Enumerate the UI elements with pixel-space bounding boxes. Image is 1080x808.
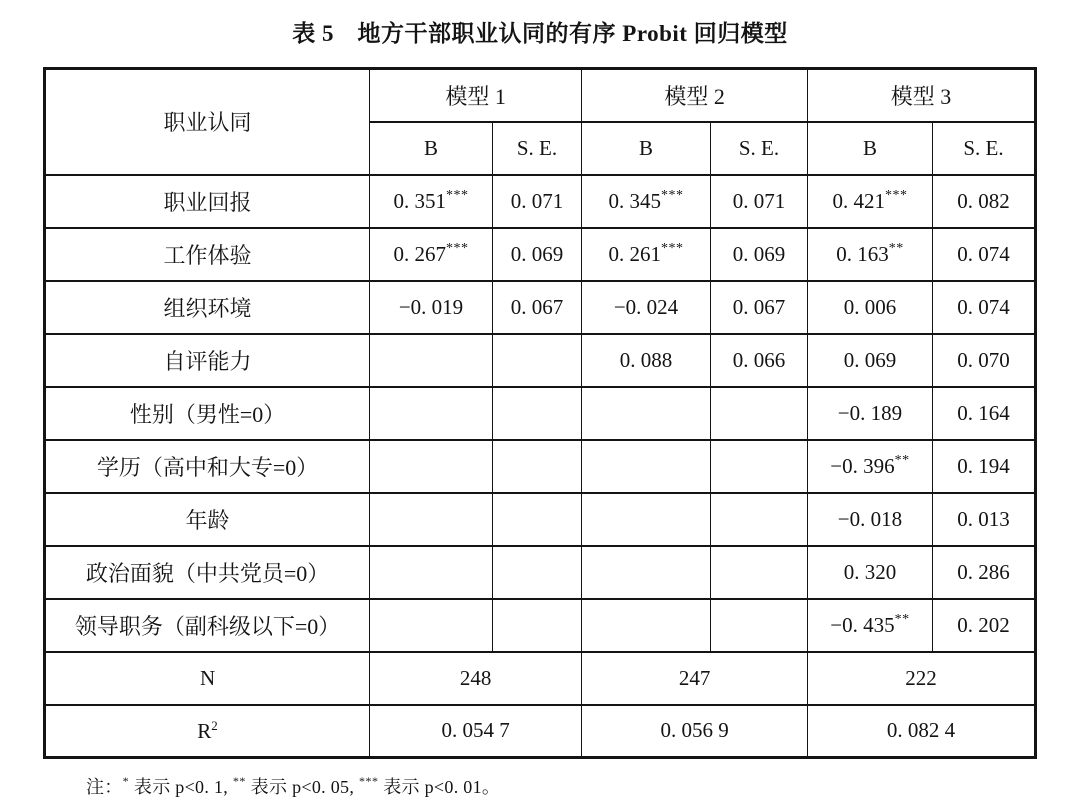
significance-mark-2: ** [232, 774, 246, 788]
coefficient-value: 0. 074 [957, 294, 1010, 319]
summary-value-cell: 0. 056 9 [582, 705, 808, 758]
significance-stars: *** [661, 240, 684, 256]
value-cell [492, 387, 581, 440]
significance-mark-1: * [122, 774, 130, 788]
table-row [45, 440, 1036, 493]
coefficient-value: 0. 071 [510, 188, 564, 213]
value-cell [370, 599, 493, 652]
value-cell [710, 175, 807, 228]
footnote-text-1: 表示 p<0. 1, [129, 777, 233, 797]
value-cell [492, 334, 581, 387]
value-cell [582, 387, 711, 440]
header-b-1: B [370, 122, 493, 175]
coefficient-value: 0. 006 [843, 294, 897, 319]
table-body [45, 175, 1036, 758]
value-cell [710, 493, 807, 546]
value-cell [710, 228, 807, 281]
value-cell [808, 334, 933, 387]
coefficient-value: −0. 189 [837, 400, 903, 425]
table-caption: 表 5 地方干部职业认同的有序 Probit 回归模型 [292, 21, 788, 46]
coefficient-value: 0. 345 [608, 188, 662, 213]
significance-mark-3: *** [358, 774, 379, 788]
value-cell [808, 493, 933, 546]
coefficient-value: 0. 070 [957, 347, 1010, 372]
coefficient-value: 0. 082 [957, 188, 1010, 213]
coefficient-value: 0. 163 [836, 241, 889, 266]
value-cell [710, 546, 807, 599]
header-row-label: 职业认同 [45, 69, 370, 175]
coefficient-value: −0. 435 [830, 612, 895, 637]
label-superscript: 2 [211, 717, 218, 733]
value-cell [370, 334, 493, 387]
coefficient-value: 0. 267 [393, 241, 446, 266]
coefficient-value: 0. 071 [732, 188, 786, 213]
row-label: 领导职务（副科级以下=0） [45, 599, 370, 652]
header-se-2: S. E. [710, 122, 807, 175]
summary-value-cell: 247 [582, 652, 808, 705]
value-cell [370, 546, 493, 599]
header-b-2: B [582, 122, 711, 175]
significance-stars: *** [445, 187, 469, 203]
footnote-text-2: 表示 p<0. 05, [245, 777, 359, 797]
value-cell [582, 440, 711, 493]
significance-stars: *** [884, 187, 908, 203]
value-cell [492, 546, 581, 599]
value-cell [710, 387, 807, 440]
value-cell [582, 228, 711, 281]
significance-stars: *** [445, 240, 469, 256]
coefficient-value: 0. 320 [843, 559, 897, 584]
coefficient-value: 0. 194 [957, 453, 1010, 478]
summary-value-cell: 0. 054 7 [370, 705, 582, 758]
value-cell [370, 440, 493, 493]
value-cell [932, 175, 1035, 228]
significance-stars: ** [894, 452, 910, 468]
value-cell [808, 440, 933, 493]
coefficient-value: 0. 067 [510, 294, 564, 319]
summary-value-cell: 248 [370, 652, 582, 705]
value-cell [808, 387, 933, 440]
row-label: 政治面貌（中共党员=0） [45, 546, 370, 599]
value-cell [710, 334, 807, 387]
coefficient-value: 0. 066 [732, 347, 786, 372]
summary-row [45, 705, 1036, 758]
value-cell [710, 599, 807, 652]
value-cell [932, 281, 1035, 334]
coefficient-value: 0. 421 [832, 188, 885, 213]
value-cell [370, 228, 493, 281]
value-cell [932, 493, 1035, 546]
header-model-3: 模型 3 [808, 69, 1036, 122]
table-row [45, 228, 1036, 281]
summary-value-cell: 0. 082 4 [808, 705, 1036, 758]
value-cell [492, 228, 581, 281]
value-cell [808, 599, 933, 652]
value-cell [492, 440, 581, 493]
table-header [45, 69, 1036, 175]
value-cell [492, 281, 581, 334]
coefficient-value: 0. 069 [843, 347, 897, 372]
footnote-text-3: 表示 p<0. 01。 [378, 777, 501, 797]
significance-stars: ** [894, 611, 910, 627]
coefficient-value: 0. 088 [619, 347, 673, 372]
significance-stars: *** [661, 187, 684, 203]
row-label: 年龄 [45, 493, 370, 546]
value-cell [808, 546, 933, 599]
header-model-1: 模型 1 [370, 69, 582, 122]
value-cell [932, 440, 1035, 493]
value-cell [492, 175, 581, 228]
summary-value-cell: 222 [808, 652, 1036, 705]
row-label: 自评能力 [45, 334, 370, 387]
value-cell [492, 599, 581, 652]
coefficient-value: 0. 067 [732, 294, 786, 319]
header-se-3: S. E. [932, 122, 1035, 175]
coefficient-value: 0. 074 [957, 241, 1010, 266]
value-cell [808, 228, 933, 281]
value-cell [582, 546, 711, 599]
value-cell [582, 281, 711, 334]
value-cell [932, 599, 1035, 652]
value-cell [710, 440, 807, 493]
row-label: 组织环境 [45, 281, 370, 334]
summary-row-label: N [45, 652, 370, 705]
table-footnote [86, 773, 1080, 799]
value-cell [370, 175, 493, 228]
coefficient-value: 0. 261 [608, 241, 662, 266]
coefficient-value: 0. 164 [957, 400, 1010, 425]
row-label: 工作体验 [45, 228, 370, 281]
coefficient-value: −0. 396 [830, 453, 895, 478]
summary-row [45, 652, 1036, 705]
table-row [45, 493, 1036, 546]
coefficient-value: 0. 202 [957, 612, 1010, 637]
footnote-prefix: 注： [86, 777, 123, 797]
header-model-2: 模型 2 [582, 69, 808, 122]
table-row [45, 599, 1036, 652]
coefficient-value: −0. 018 [837, 506, 903, 531]
row-label: 学历（高中和大专=0） [45, 440, 370, 493]
table-row [45, 387, 1036, 440]
row-label: 性别（男性=0） [45, 387, 370, 440]
header-se-1: S. E. [492, 122, 581, 175]
coefficient-value: −0. 019 [398, 294, 464, 319]
header-b-3: B [808, 122, 933, 175]
value-cell [582, 175, 711, 228]
coefficient-value: 0. 069 [732, 241, 786, 266]
value-cell [932, 387, 1035, 440]
value-cell [582, 334, 711, 387]
value-cell [808, 175, 933, 228]
coefficient-value: −0. 024 [613, 294, 679, 319]
value-cell [710, 281, 807, 334]
table-row [45, 175, 1036, 228]
coefficient-value: 0. 351 [393, 188, 446, 213]
value-cell [932, 546, 1035, 599]
value-cell [370, 281, 493, 334]
value-cell [370, 387, 493, 440]
value-cell [582, 599, 711, 652]
row-label: 职业回报 [45, 175, 370, 228]
header-row-models [45, 69, 1036, 122]
value-cell [582, 493, 711, 546]
regression-table [43, 67, 1037, 759]
value-cell [932, 334, 1035, 387]
value-cell [370, 493, 493, 546]
coefficient-value: 0. 013 [957, 506, 1010, 531]
value-cell [492, 493, 581, 546]
value-cell [932, 228, 1035, 281]
coefficient-value: 0. 069 [510, 241, 564, 266]
summary-row-label: $R^2$ [45, 705, 370, 758]
table-row [45, 334, 1036, 387]
table-row [45, 281, 1036, 334]
table-row [45, 546, 1036, 599]
significance-stars: ** [888, 240, 904, 256]
value-cell [808, 281, 933, 334]
coefficient-value: 0. 286 [957, 559, 1010, 584]
